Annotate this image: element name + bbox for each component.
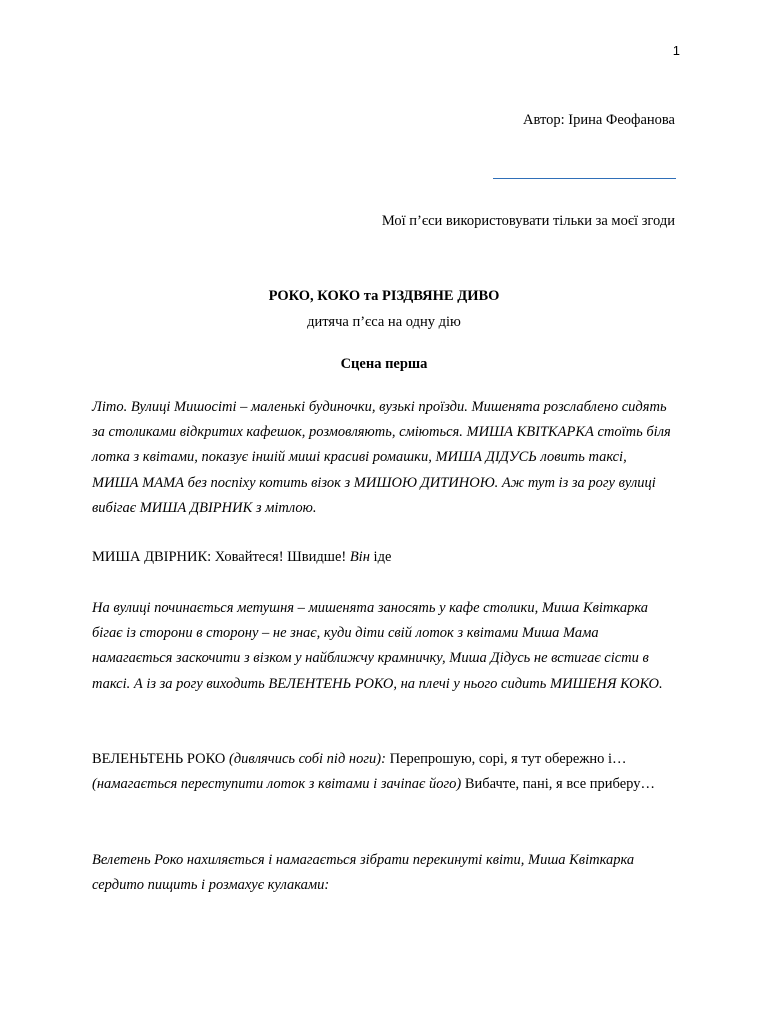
scene-heading: Сцена перша [340, 356, 428, 372]
stage-note: (намагається переступити лоток з квітами і зачіпає його) [92, 776, 462, 793]
stage-note: Він [349, 549, 370, 565]
divider-line [493, 178, 676, 179]
stage-direction-paragraph: Літо. Вулиці Мишосіті – маленькі будиночки, вузькі проїзди. Мишенята розслаблено сидять за столиками відкритих кафешок, розмовляють, сміються. МИША КВІТКАРКА стоїть біля лотка з квітами, показує іншій миші красиві ромашки, МИША ДІДУСЬ ловить таксі, МИША МАМА без поспіху котить візок з МИШОЮ ДИТИНОЮ. Аж тут із за рогу вулиці вибігає МИША ДВІРНИК з мітлою. [92, 399, 671, 516]
dialogue-text: Вибачте, пані, я все приберу… [461, 776, 655, 793]
dialogue-text: іде [369, 549, 392, 565]
rights-notice: Мої п’єси використовувати тільки за моєї згоди [381, 213, 675, 229]
stage-note: (дивлячись собі під ноги): [229, 751, 386, 767]
stage-direction-paragraph: На вулиці починається метушня – мишенята заносять у кафе столики, Миша Квіткарка бігає із сторони в сторону – не знає, куди діти свій лоток з квітами Миша Мама намагається заскочити з візком у найближчу крамничку, Миша Дідусь не встигає сісти в таксі. А із за рогу виходить ВЕЛЕНТЕНЬ РОКО, на плечі у нього сидить МИШЕНЯ КОКО. [92, 600, 663, 692]
play-subtitle: дитяча п’єса на одну дію [307, 314, 461, 330]
dialogue-text: Перепрошую, сорі, я тут обережно і… [385, 751, 627, 767]
stage-direction-paragraph: Велетень Роко нахиляється і намагається зібрати перекинуті квіти, Миша Квіткарка сердито пищить і розмахує кулаками: [92, 852, 635, 894]
page-number: 1 [672, 43, 680, 58]
speaker-line: МИША ДВІРНИК: Ховайтеся! Швидше! [92, 549, 350, 565]
author-line: Автор: Ірина Феофанова [523, 112, 675, 128]
dialogue-paragraph [92, 545, 676, 570]
speaker-name: ВЕЛЕНЬТЕНЬ РОКО [92, 751, 229, 767]
dialogue-paragraph [92, 747, 676, 797]
play-title: РОКО, КОКО та РІЗДВЯНЕ ДИВО [268, 288, 500, 304]
